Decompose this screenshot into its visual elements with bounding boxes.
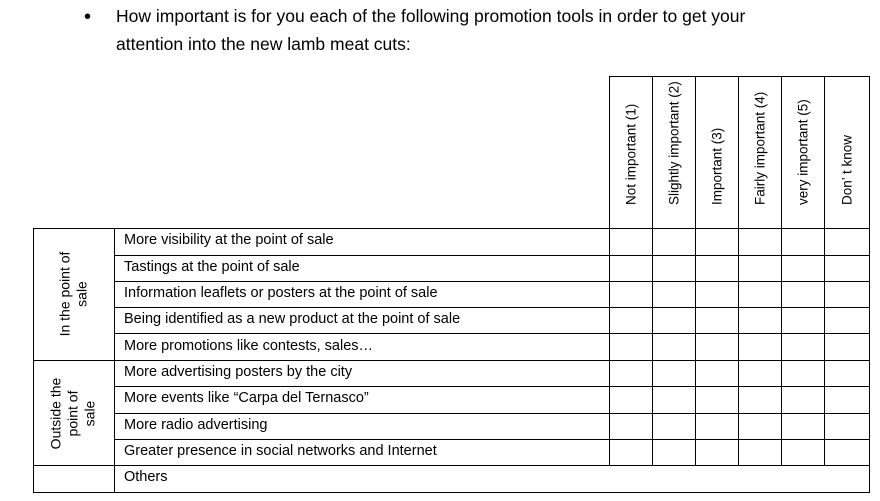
answer-cell[interactable]	[610, 414, 652, 439]
answer-cell[interactable]	[696, 334, 738, 359]
answer-cell[interactable]	[739, 256, 781, 281]
group-in-point-of-sale	[33, 229, 114, 360]
answer-cell[interactable]	[696, 414, 738, 439]
row-label-tastings: Tastings at the point of sale	[124, 259, 300, 275]
answer-cell[interactable]	[696, 387, 738, 412]
answer-cell[interactable]	[653, 387, 695, 412]
answer-cell[interactable]	[825, 440, 869, 465]
answer-cell[interactable]	[696, 361, 738, 386]
row-label-leaflets: Information leaflets or posters at the point of sale	[124, 285, 438, 301]
answer-cell[interactable]	[610, 282, 652, 307]
answer-cell[interactable]	[739, 282, 781, 307]
answer-cell[interactable]	[782, 440, 824, 465]
row-label-others: Others	[124, 469, 168, 485]
answer-cell[interactable]	[653, 282, 695, 307]
question-text-line-2: attention into the new lamb meat cuts:	[116, 34, 411, 54]
column-header-slightly-important: Slightly important (2)	[652, 76, 695, 228]
group-label-line-2: sale	[73, 281, 90, 307]
column-header-dont-know: Don’ t know	[824, 76, 870, 228]
group-outside-point-of-sale	[33, 361, 114, 465]
row-label-visibility: More visibility at the point of sale	[124, 232, 334, 248]
answer-cell[interactable]	[782, 282, 824, 307]
row-label-social-networks: Greater presence in social networks and Internet	[124, 443, 437, 459]
question-text-line-1: How important is for you each of the following promotion tools in order to get your	[116, 6, 746, 26]
answer-cell[interactable]	[825, 282, 869, 307]
answer-cell[interactable]	[825, 308, 869, 333]
row-label-posters: More advertising posters by the city	[124, 364, 353, 380]
answer-cell[interactable]	[610, 308, 652, 333]
row-label-events: More events like “Carpa del Ternasco”	[124, 390, 369, 406]
row-label-new-product: Being identified as a new product at the point of sale	[124, 311, 461, 327]
answer-cell[interactable]	[782, 387, 824, 412]
answer-cell[interactable]	[610, 440, 652, 465]
answer-cell[interactable]	[610, 361, 652, 386]
answer-cell[interactable]	[653, 256, 695, 281]
answer-cell[interactable]	[782, 334, 824, 359]
answer-cell[interactable]	[739, 229, 781, 254]
answer-cell[interactable]	[653, 308, 695, 333]
answer-cell[interactable]	[610, 334, 652, 359]
answer-cell[interactable]	[739, 334, 781, 359]
answer-cell[interactable]	[653, 334, 695, 359]
answer-cell[interactable]	[782, 414, 824, 439]
column-header-important: Important (3)	[695, 76, 738, 228]
group-label-line-1: Outside the	[47, 377, 64, 450]
answer-cell[interactable]	[782, 308, 824, 333]
answer-cell[interactable]	[825, 414, 869, 439]
answer-cell[interactable]	[739, 387, 781, 412]
column-header-not-important: Not important (1)	[609, 76, 652, 228]
answer-cell[interactable]	[610, 387, 652, 412]
answer-cell[interactable]	[653, 361, 695, 386]
column-header-very-important: very important (5)	[781, 76, 824, 228]
answer-cell[interactable]	[653, 414, 695, 439]
answer-cell[interactable]	[739, 414, 781, 439]
answer-cell[interactable]	[610, 229, 652, 254]
answer-cell[interactable]	[610, 256, 652, 281]
row-label-radio: More radio advertising	[124, 417, 268, 433]
answer-cell[interactable]	[825, 256, 869, 281]
answer-cell[interactable]	[739, 440, 781, 465]
answer-cell[interactable]	[782, 256, 824, 281]
answer-cell[interactable]	[739, 361, 781, 386]
answer-cell[interactable]	[825, 361, 869, 386]
row-label-promotions: More promotions like contests, sales…	[124, 338, 374, 354]
answer-cell[interactable]	[696, 282, 738, 307]
group-label-line-1: In the point of	[56, 251, 73, 337]
answer-cell[interactable]	[696, 308, 738, 333]
answer-cell[interactable]	[825, 229, 869, 254]
answer-cell[interactable]	[782, 361, 824, 386]
answer-cell[interactable]	[825, 387, 869, 412]
answer-cell[interactable]	[653, 440, 695, 465]
survey-question	[0, 0, 880, 60]
column-header-fairly-important: Fairly important (4)	[738, 76, 781, 228]
answer-cell[interactable]	[696, 440, 738, 465]
answer-cell[interactable]	[825, 334, 869, 359]
bullet-point: •	[84, 6, 92, 28]
answer-cell[interactable]	[739, 308, 781, 333]
answer-cell[interactable]	[696, 229, 738, 254]
answer-cell[interactable]	[782, 229, 824, 254]
answer-cell[interactable]	[653, 229, 695, 254]
group-label-line-3: sale	[81, 400, 98, 427]
group-label-line-2: point of	[64, 390, 81, 437]
answer-cell[interactable]	[696, 256, 738, 281]
